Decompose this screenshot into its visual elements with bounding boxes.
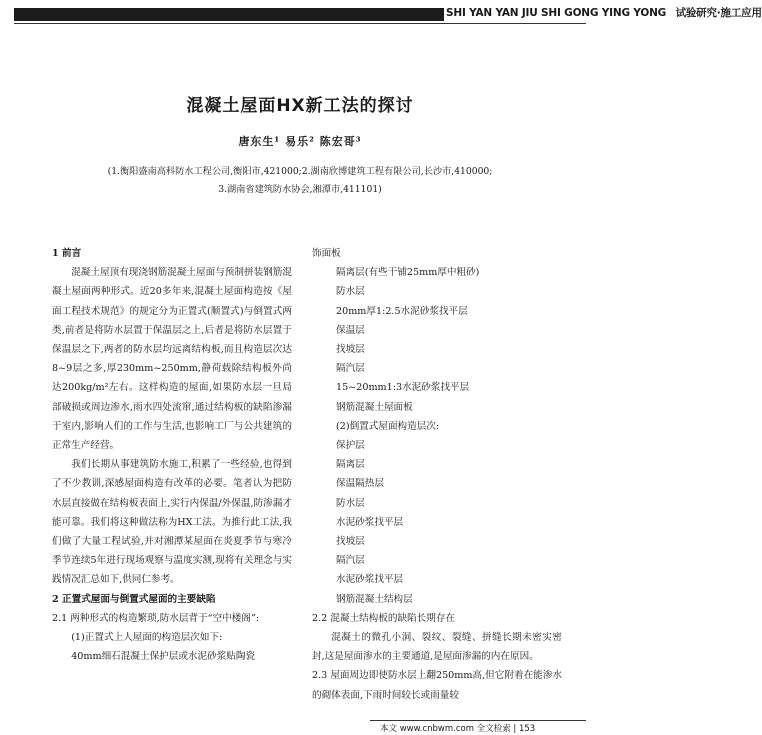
header-bar xyxy=(14,8,444,21)
layer-item: 防水层 xyxy=(336,286,365,298)
paragraph: 饰面板 xyxy=(312,248,341,259)
layer-item: 水泥砂浆找平层 xyxy=(336,574,404,586)
layer-item: 隔离层 xyxy=(336,459,365,471)
section-heading: 2.2 混凝土结构板的缺陷长期存在 xyxy=(312,612,456,624)
affiliations xyxy=(40,163,560,199)
layer-item: (2)倒置式屋面构造层次: xyxy=(336,420,440,432)
layer-item: 隔离层(有些干铺25mm厚中粗砂) xyxy=(336,267,480,279)
paragraph: 2.3 屋面周边即使防水层上翻250mm高,但它附着在能渗水的砌体表面,下雨时间较长或雨量较 xyxy=(312,670,562,701)
paragraph: 混凝土的微孔小洞、裂纹、裂缝、拼缝长期未密实密封,这是屋面渗水的主要通道,是屋面渗漏的内在原因。 xyxy=(312,632,562,663)
paragraph: (1)正置式上人屋面的构造层次如下: xyxy=(71,632,223,644)
layer-item: 保温隔热层 xyxy=(336,478,384,490)
layer-item: 找坡层 xyxy=(336,344,365,356)
paragraph: 我们长期从事建筑防水施工,积累了一些经验,也得到了不少教训,深感屋面构造有改革的必要。笔者认为把防水层直接做在结构板表面上,实行内保温/外保温,防渗漏才能可靠。我们将这种做法称为HX工法。为推行此工法,我们做了大量工程试验,并对湘潭某屋面在炎夏季节与寒冷季节连续5年进行现场观察与温度实测,现将有关理念与实践情况汇总如下,供同仁参考。 xyxy=(52,459,292,586)
layer-item: 钢筋混凝土结构层 xyxy=(336,593,413,605)
layer-item: 找坡层 xyxy=(336,536,365,548)
section-heading: 1 前言 xyxy=(52,248,82,259)
journal-header xyxy=(446,5,762,20)
layer-item: 15~20mm1:3水泥砂浆找平层 xyxy=(336,382,470,394)
article-authors: 唐东生¹ 易乐² 陈宏哥³ xyxy=(238,135,362,148)
journal-pinyin: SHI YAN YAN JIU SHI GONG YING YONG xyxy=(446,7,667,19)
layer-item: 钢筋混凝土屋面板 xyxy=(336,401,413,413)
right-column xyxy=(312,244,562,705)
layer-item: 20mm厚1:2.5水泥砂浆找平层 xyxy=(336,305,468,317)
header-rule xyxy=(14,23,586,24)
layer-item: 水泥砂浆找平层 xyxy=(336,516,404,528)
affiliation-line: (1.衡阳盛南高科防水工程公司,衡阳市,421000;2.湖南欣博建筑工程有限公司,长沙市,410000; xyxy=(107,166,493,177)
section-heading: 2 正置式屋面与倒置式屋面的主要缺陷 xyxy=(52,593,216,605)
journal-section: 试验研究·施工应用 xyxy=(675,7,762,19)
paragraph: 40mm细石混凝土保护层或水泥砂浆贴陶瓷 xyxy=(71,651,256,663)
layer-item: 隔汽层 xyxy=(336,555,365,567)
footer-rule xyxy=(370,720,586,721)
paragraph: 2.1 两种形式的构造繁琐,防水层背于“空中楼阁”: xyxy=(52,612,260,624)
layer-item: 保护层 xyxy=(336,440,365,452)
article-title: 混凝土屋面HX新工法的探讨 xyxy=(186,96,414,116)
layer-item: 防水层 xyxy=(336,497,365,509)
layer-item: 隔汽层 xyxy=(336,363,365,375)
left-column xyxy=(52,244,292,666)
layer-item: 保温层 xyxy=(336,324,365,336)
page-footer: 本文 www.cnbwm.com 全文检索 | 153 xyxy=(380,724,536,734)
affiliation-line: 3.湖南省建筑防水协会,湘潭市,411101) xyxy=(218,184,382,195)
paragraph: 混凝土屋顶有现浇钢筋混凝土屋面与预制拼装钢筋混凝土屋面两种形式。近20多年来,混凝土屋面构造按《屋面工程技术规范》的规定分为正置式(顺置式)与倒置式两类,前者是将防水层置于保温层之上,后者是将防水层置于保温层之下,两者的防水层均远离结构板,而且构造层次达8~9层之多,厚230mm~250mm,静荷载除结构板外尚达200kg/m²左右。这样构造的屋面,如果防水层一旦局部破损或周边渗水,雨水四处流窜,通过结构板的缺陷渗漏于室内,影响人们的工作与生活,也影响工厂与公共建筑的正常生产经营。 xyxy=(52,267,292,452)
